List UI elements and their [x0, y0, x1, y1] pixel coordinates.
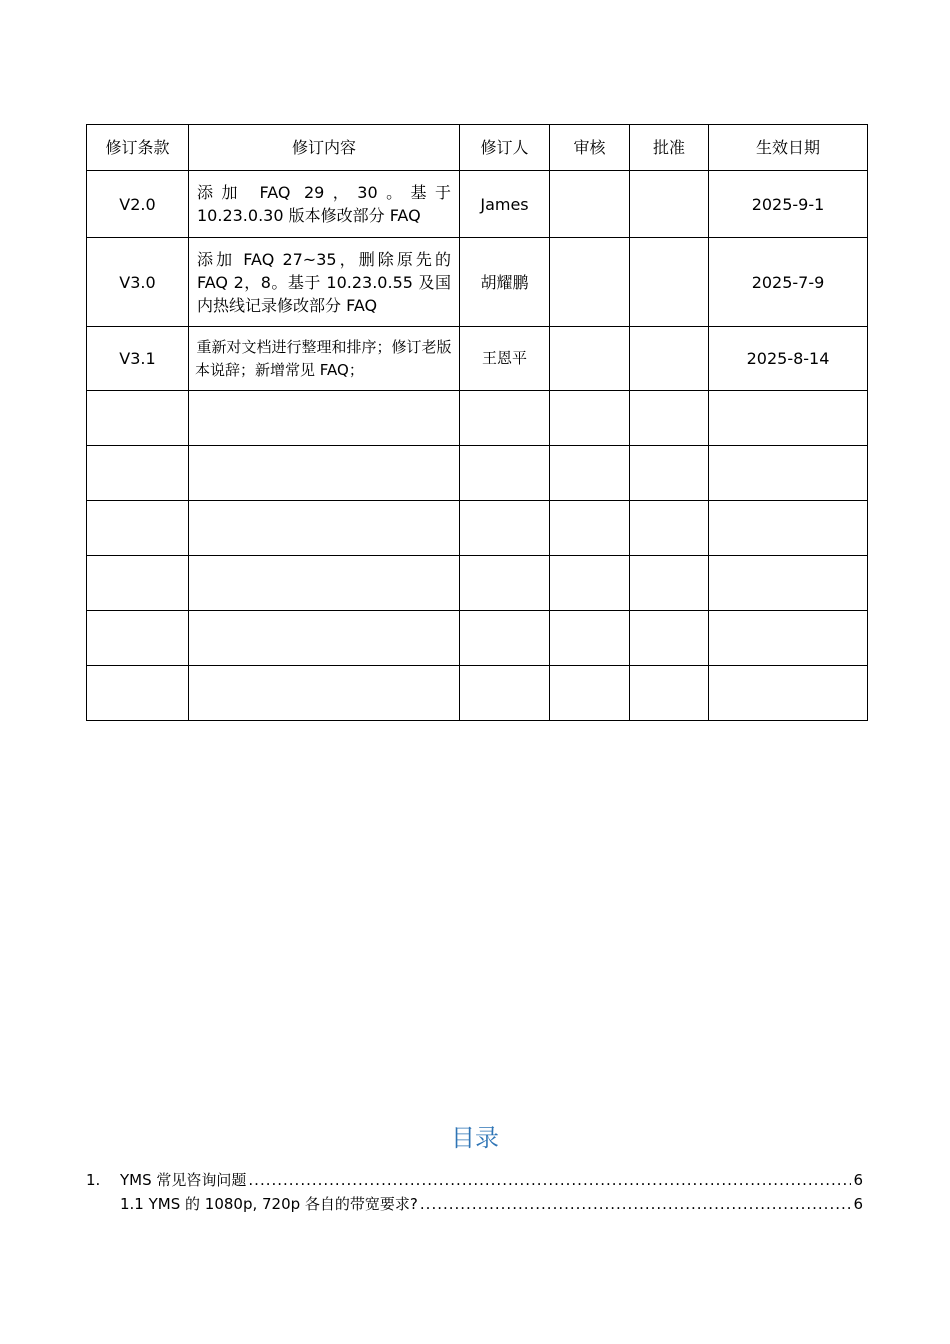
- toc-entry-number: 1.: [86, 1171, 101, 1189]
- toc-title: 目录: [451, 1124, 499, 1152]
- cell-clause: V3.1: [87, 327, 189, 391]
- cell-date: 2025-8-14: [709, 327, 868, 391]
- header-review: 审核: [550, 125, 630, 171]
- cell-content: 添加 FAQ 29，30。基于 10.23.0.30 版本修改部分 FAQ: [189, 171, 460, 238]
- cell-reviser: James: [460, 171, 550, 238]
- cell-content: 重新对文档进行整理和排序；修订老版本说辞；新增常见 FAQ；: [189, 327, 460, 391]
- cell-approve: [630, 171, 709, 238]
- table-row: [87, 171, 868, 238]
- empty-table-row: [87, 446, 868, 501]
- cell-approve: [630, 238, 709, 327]
- cell-reviser: 胡耀鹏: [460, 238, 550, 327]
- cell-approve: [630, 327, 709, 391]
- header-approve: 批准: [630, 125, 709, 171]
- toc-entry[interactable]: [120, 1193, 863, 1215]
- toc-dot-leader: [420, 1193, 852, 1215]
- header-reviser: 修订人: [460, 125, 550, 171]
- table-header-row: [87, 125, 868, 171]
- cell-clause: V3.0: [87, 238, 189, 327]
- toc-entry-label: 1.1 YMS 的 1080p, 720p 各自的带宽要求?: [120, 1195, 418, 1213]
- empty-table-row: [87, 501, 868, 556]
- cell-date: 2025-7-9: [709, 238, 868, 327]
- toc-entry-page: 6: [853, 1171, 863, 1189]
- header-clause: 修订条款: [87, 125, 189, 171]
- table-row: [87, 238, 868, 327]
- toc-entry-label: YMS 常见咨询问题: [120, 1171, 247, 1189]
- header-date: 生效日期: [709, 125, 868, 171]
- revision-table: [86, 124, 868, 721]
- empty-table-row: [87, 391, 868, 446]
- cell-review: [550, 327, 630, 391]
- empty-table-row: [87, 556, 868, 611]
- cell-content: 添加 FAQ 27~35，删除原先的 FAQ 2，8。基于 10.23.0.55 及国内热线记录修改部分 FAQ: [189, 238, 460, 327]
- cell-reviser: 王恩平: [460, 327, 550, 391]
- cell-date: 2025-9-1: [709, 171, 868, 238]
- table-row: [87, 327, 868, 391]
- toc-entry[interactable]: [86, 1169, 863, 1191]
- cell-review: [550, 171, 630, 238]
- cell-review: [550, 238, 630, 327]
- empty-table-row: [87, 611, 868, 666]
- empty-table-row: [87, 666, 868, 721]
- header-content: 修订内容: [189, 125, 460, 171]
- cell-clause: V2.0: [87, 171, 189, 238]
- toc-dot-leader: [248, 1169, 851, 1191]
- toc-entry-page: 6: [853, 1195, 863, 1213]
